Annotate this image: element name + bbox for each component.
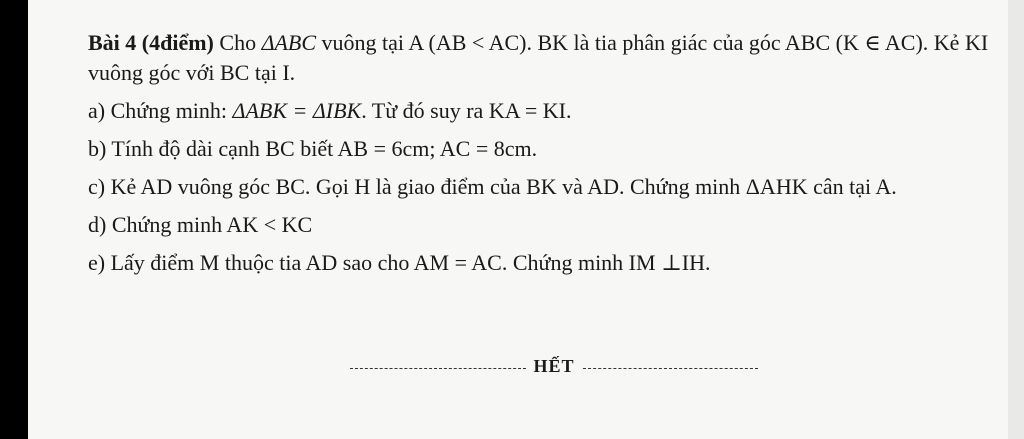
document-page [28,0,1008,439]
problem-intro-2: vuông tại A (AB < AC). BK là tia phân giác của góc ABC (K ∈ AC). Kẻ KI vuông góc với BC tại I. [88,30,989,85]
page-edge [1008,0,1024,439]
end-marker [350,356,758,377]
triangle-abc: ΔABC [261,30,317,55]
footer-dash-right [583,368,759,369]
part-b: b) Tính độ dài cạnh BC biết AB = 6cm; AC = 8cm. [88,136,538,161]
part-a-math: ΔABK = ΔIBK [232,98,362,123]
part-a [88,96,1003,126]
problem-intro-1: Cho [213,30,262,55]
part-e: e) Lấy điểm M thuộc tia AD sao cho AM = AC. Chứng minh IM ⊥IH. [88,250,711,275]
part-c: c) Kẻ AD vuông góc BC. Gọi H là giao điểm của BK và AD. Chứng minh ΔAHK cân tại A. [88,174,897,199]
footer-dash-left [350,368,526,369]
part-a-rest: . Từ đó suy ra KA = KI. [361,98,572,123]
footer-text: HẾT [533,356,575,376]
problem-heading: Bài 4 (4điểm) [88,30,214,55]
problem-statement [88,28,1003,88]
part-d: d) Chứng minh AK < KC [88,212,313,237]
problem-content [88,28,1003,278]
part-a-label: a) Chứng minh: [88,98,233,123]
